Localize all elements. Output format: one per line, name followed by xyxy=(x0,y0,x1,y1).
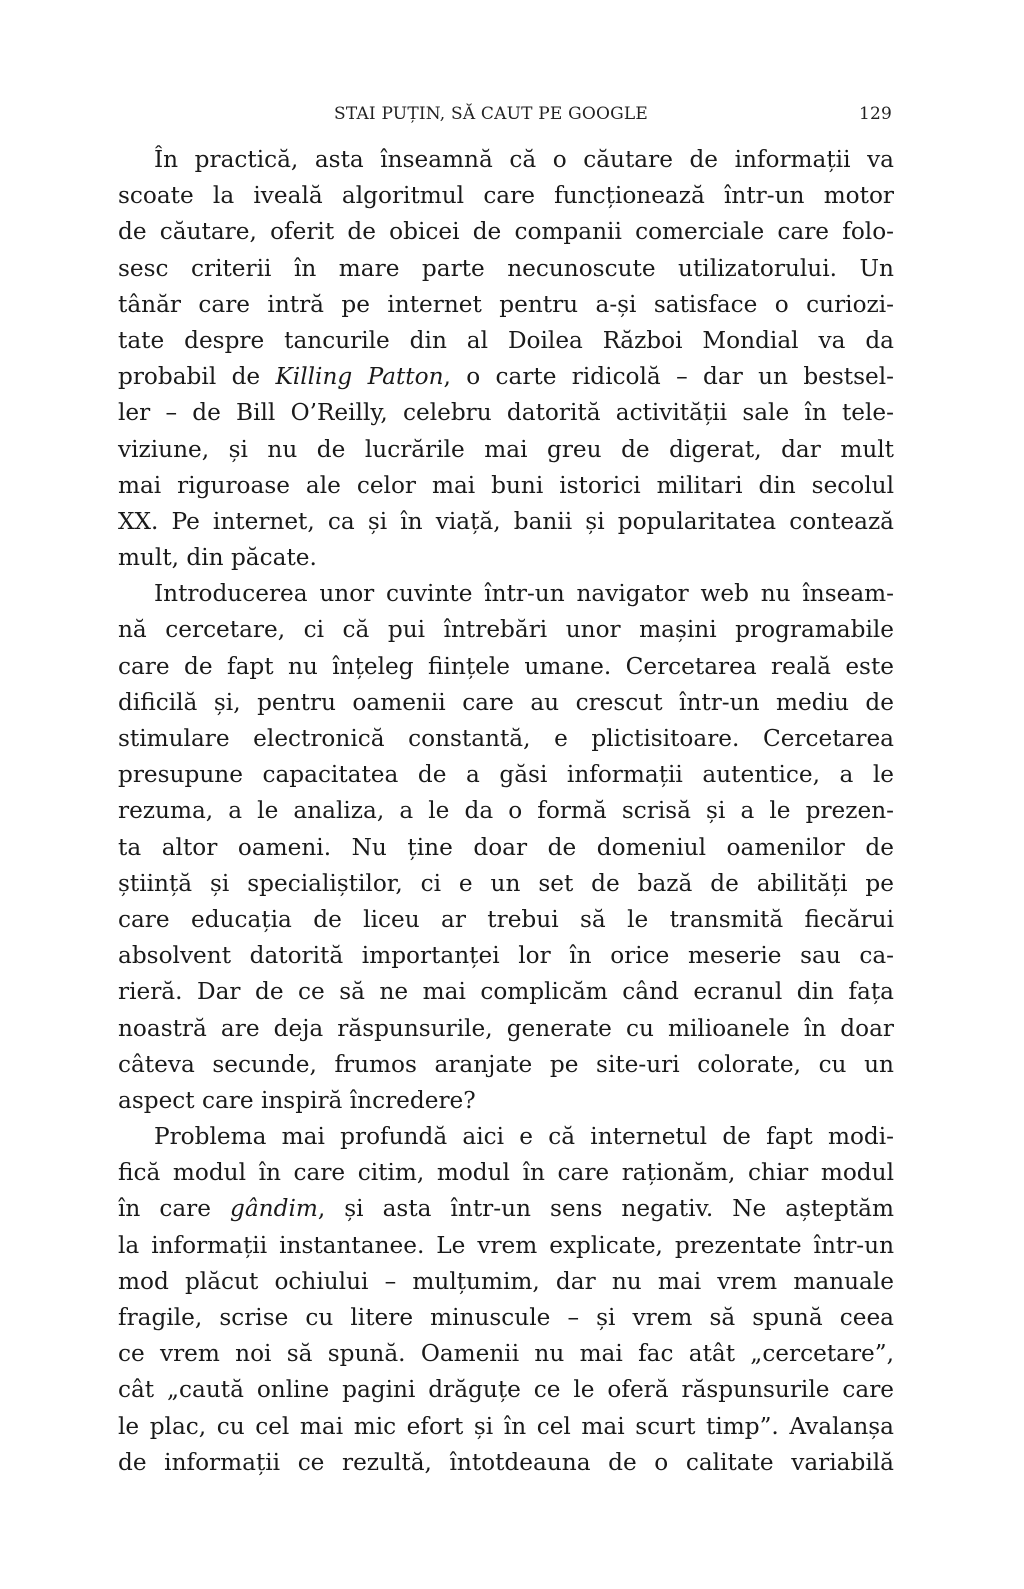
text-line xyxy=(118,902,894,938)
text-line-content: Problema mai profundă aici e că internetul de fapt modi- xyxy=(154,1123,894,1151)
text-line xyxy=(118,938,894,974)
italic-title: Killing Patton xyxy=(275,363,444,391)
text-line xyxy=(118,1083,894,1119)
text-line-content: care de fapt nu înțeleg ființele umane. Cercetarea reală este xyxy=(118,652,894,680)
text-line xyxy=(118,793,894,829)
text-line-content: de informații ce rezultă, întotdeauna de o calitate variabilă xyxy=(118,1448,894,1476)
text-line xyxy=(118,287,894,323)
text-line xyxy=(118,1155,894,1191)
text-line xyxy=(118,1011,894,1047)
text-line xyxy=(118,721,894,757)
text-line xyxy=(118,395,894,431)
text-line-content: viziune, și nu de lucrările mai greu de digerat, dar mult xyxy=(118,435,894,463)
text-line xyxy=(118,468,894,504)
text-line xyxy=(118,1119,894,1155)
text-line-content: tânăr care intră pe internet pentru a-și satisface o curiozi- xyxy=(118,290,894,318)
text-line-content: câteva secunde, frumos aranjate pe site-uri colorate, cu un xyxy=(118,1050,894,1078)
text-line xyxy=(118,1047,894,1083)
text-line-content: în care gândim, și asta într-un sens negativ. Ne așteptăm xyxy=(118,1195,894,1223)
text-line-content: absolvent datorită importanței lor în orice meserie sau ca- xyxy=(118,942,894,970)
text-line-content: tate despre tancurile din al Doilea Război Mondial va da xyxy=(118,326,894,354)
text-line-content: probabil de Killing Patton, o carte ridicolă – dar un bestsel- xyxy=(118,363,894,391)
text-line-content: rezuma, a le analiza, a le da o formă scrisă și a le prezen- xyxy=(118,797,894,825)
text-line-content: XX. Pe internet, ca și în viață, banii și popularitatea contează xyxy=(118,507,894,535)
text-line-content: aspect care inspiră încredere? xyxy=(118,1086,476,1114)
text-line-content: scoate la iveală algoritmul care funcționează într-un motor xyxy=(118,182,894,210)
text-line-content: rieră. Dar de ce să ne mai complicăm când ecranul din fața xyxy=(118,978,894,1006)
text-line-content: nă cercetare, ci că pui întrebări unor mașini programabile xyxy=(118,616,894,644)
text-line-content: ta altor oameni. Nu ține doar de domeniul oamenilor de xyxy=(118,833,894,861)
text-line xyxy=(118,974,894,1010)
text-line xyxy=(118,1336,894,1372)
running-header xyxy=(118,100,894,130)
text-line-content: fragile, scrise cu litere minuscule – și vrem să spună ceea xyxy=(118,1304,894,1331)
text-line-content: Introducerea unor cuvinte într-un navigator web nu înseam- xyxy=(154,580,894,608)
text-line-content: ce vrem noi să spună. Oamenii nu mai fac atât „cercetare”, xyxy=(118,1340,894,1368)
text-line xyxy=(118,576,894,612)
text-line xyxy=(118,1228,894,1264)
text-line xyxy=(118,1300,894,1336)
page-number: 129 xyxy=(858,104,892,124)
text-line-content: de căutare, oferit de obicei de companii comerciale care folo- xyxy=(118,218,894,246)
text-line-content: stimulare electronică constantă, e plictisitoare. Cercetarea xyxy=(118,725,894,752)
text-line xyxy=(118,1264,894,1300)
text-line xyxy=(118,323,894,359)
text-line-content: dificilă și, pentru oamenii care au crescut într-un mediu de xyxy=(118,688,894,716)
text-line-content: mod plăcut ochiului – mulțumim, dar nu mai vrem manuale xyxy=(118,1267,894,1295)
text-line xyxy=(118,1409,894,1445)
text-line xyxy=(118,612,894,648)
text-line xyxy=(118,649,894,685)
text-line-content: noastră are deja răspunsurile, generate cu milioanele în doar xyxy=(118,1014,894,1042)
text-line xyxy=(118,540,894,576)
text-line-content: cât „caută online pagini drăguțe ce le oferă răspunsurile care xyxy=(118,1376,894,1404)
text-line xyxy=(118,1445,894,1481)
text-line xyxy=(118,866,894,902)
text-line-content: care educația de liceu ar trebui să le transmită fiecărui xyxy=(118,905,894,933)
text-line xyxy=(118,251,894,287)
running-title: STAI PUȚIN, SĂ CAUT PE GOOGLE xyxy=(334,104,649,124)
text-line xyxy=(118,178,894,214)
text-line-content: sesc criterii în mare parte necunoscute utilizatorului. Un xyxy=(118,254,894,282)
text-line xyxy=(118,504,894,540)
text-line xyxy=(118,432,894,468)
text-line-content: mult, din păcate. xyxy=(118,544,317,572)
text-line xyxy=(118,359,894,395)
body-text xyxy=(118,142,894,1481)
text-line-content: știință și specialiștilor, ci e un set de bază de abilități pe xyxy=(118,869,894,897)
text-line xyxy=(118,1372,894,1408)
italic-title: gândim xyxy=(230,1195,318,1223)
text-line xyxy=(118,1191,894,1227)
text-line xyxy=(118,214,894,250)
text-line-content: la informații instantanee. Le vrem explicate, prezentate într-un xyxy=(118,1231,894,1259)
text-line-content: fică modul în care citim, modul în care raționăm, chiar modul xyxy=(118,1159,894,1187)
text-line xyxy=(118,757,894,793)
text-line-content: ler – de Bill O’Reilly, celebru datorită activității sale în tele- xyxy=(118,399,894,427)
text-line xyxy=(118,830,894,866)
text-line xyxy=(118,142,894,178)
text-line-content: le plac, cu cel mai mic efort și în cel mai scurt timp”. Avalanșa xyxy=(118,1412,894,1440)
text-line-content: mai riguroase ale celor mai buni istorici militari din secolul xyxy=(118,471,894,499)
text-line-content: În practică, asta înseamnă că o căutare de informații va xyxy=(154,146,894,173)
text-line xyxy=(118,685,894,721)
text-line-content: presupune capacitatea de a găsi informații autentice, a le xyxy=(118,761,894,789)
